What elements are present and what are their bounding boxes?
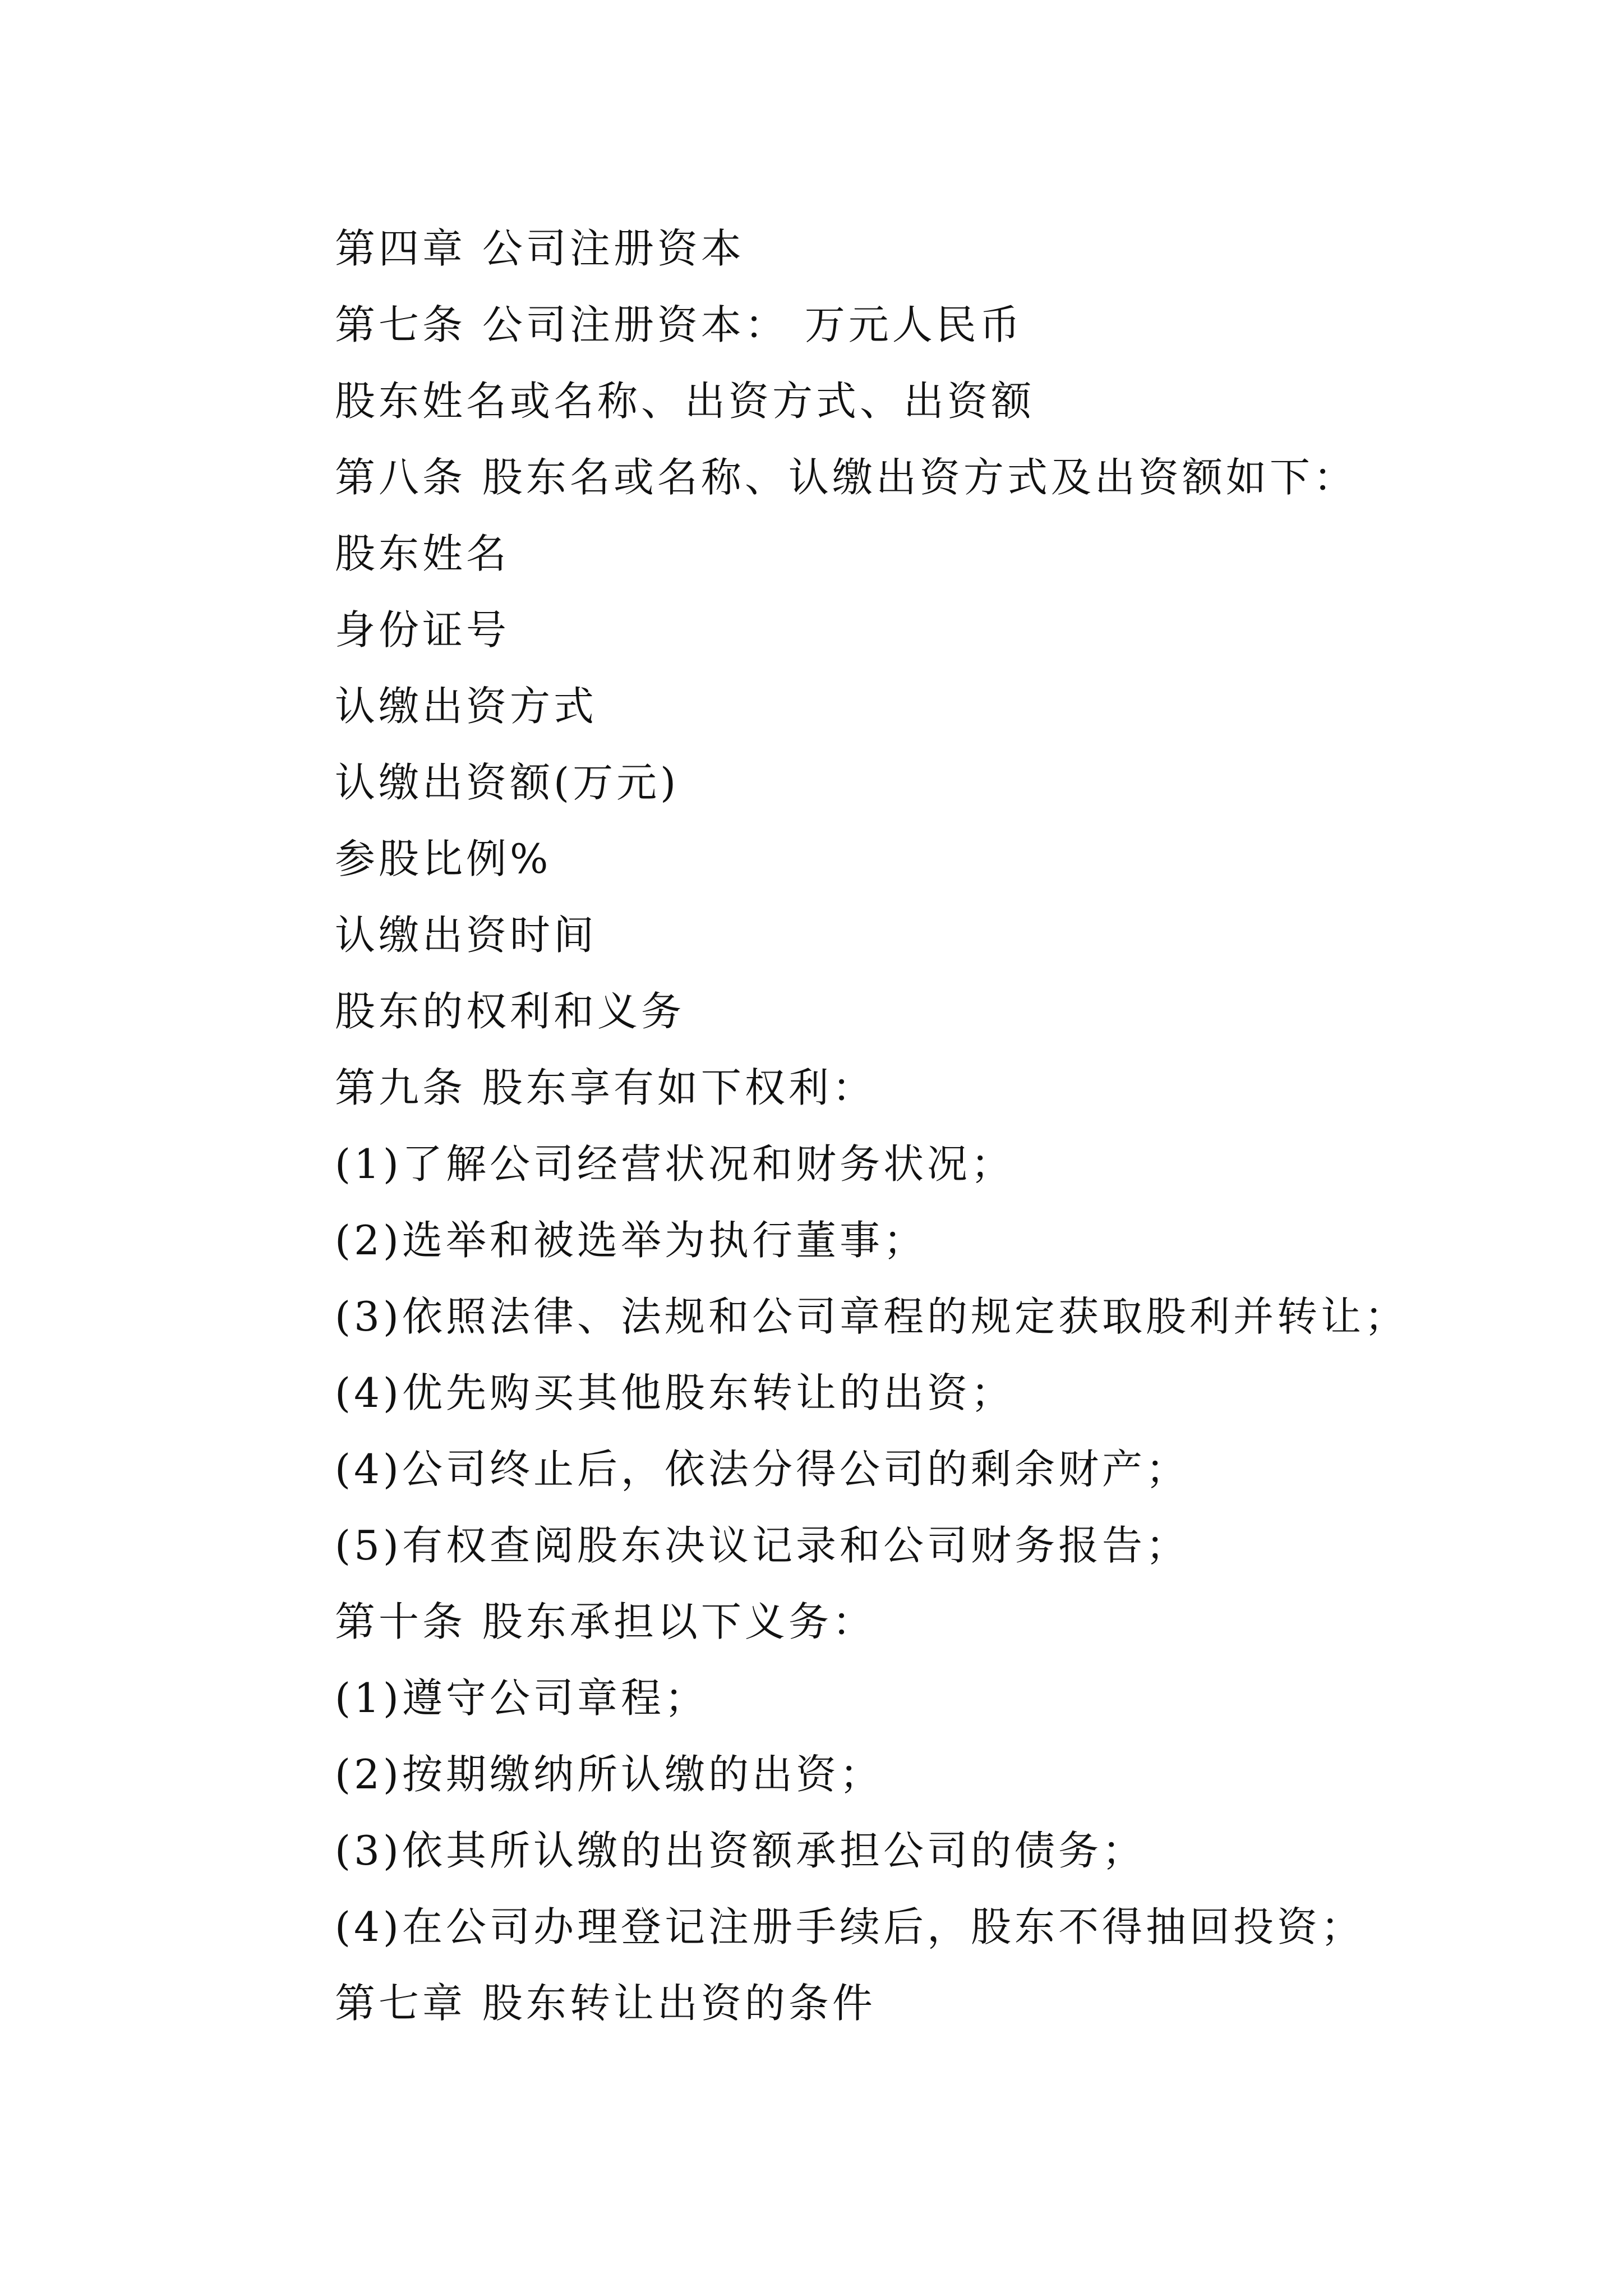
list-item: (2)按期缴纳所认缴的出资；: [335, 1751, 883, 1798]
list-item: (3)依其所认缴的出资额承担公司的债务；: [335, 1827, 1146, 1874]
text-line: 认缴出资方式: [335, 683, 598, 730]
section-heading: 股东的权利和义务: [335, 988, 685, 1035]
text-line: 股东姓名或名称、出资方式、出资额: [335, 378, 1035, 425]
list-item: (4)优先购买其他股东转让的出资；: [335, 1369, 1015, 1416]
chapter-heading: 第七章 股东转让出资的条件: [335, 1980, 876, 2027]
article-line: 第七条 公司注册资本： 万元人民币: [335, 301, 1023, 348]
article-line: 第九条 股东享有如下权利：: [335, 1064, 876, 1111]
document-body: [335, 210, 1569, 2041]
chapter-heading: 第四章 公司注册资本: [335, 225, 745, 272]
text-line: 参股比例%: [335, 835, 552, 882]
list-item: (5)有权查阅股东决议记录和公司财务报告；: [335, 1522, 1189, 1569]
list-item: (2)选举和被选举为执行董事；: [335, 1217, 927, 1264]
list-item: (1)遵守公司章程；: [335, 1674, 708, 1722]
text-line: 认缴出资时间: [335, 912, 598, 959]
article-line: 第八条 股东名或名称、认缴出资方式及出资额如下：: [335, 454, 1357, 501]
article-line: 第十条 股东承担以下义务：: [335, 1598, 876, 1645]
text-line: 身份证号: [335, 606, 510, 654]
list-item: (4)公司终止后，依法分得公司的剩余财产；: [335, 1446, 1189, 1493]
list-item: (3)依照法律、法规和公司章程的规定获取股利并转让；: [335, 1293, 1408, 1340]
list-item: (4)在公司办理登记注册手续后，股东不得抽回投资；: [335, 1903, 1364, 1950]
text-line: 认缴出资额(万元): [335, 759, 680, 806]
list-item: (1)了解公司经营状况和财务状况；: [335, 1140, 1015, 1188]
text-line: 股东姓名: [335, 530, 510, 577]
